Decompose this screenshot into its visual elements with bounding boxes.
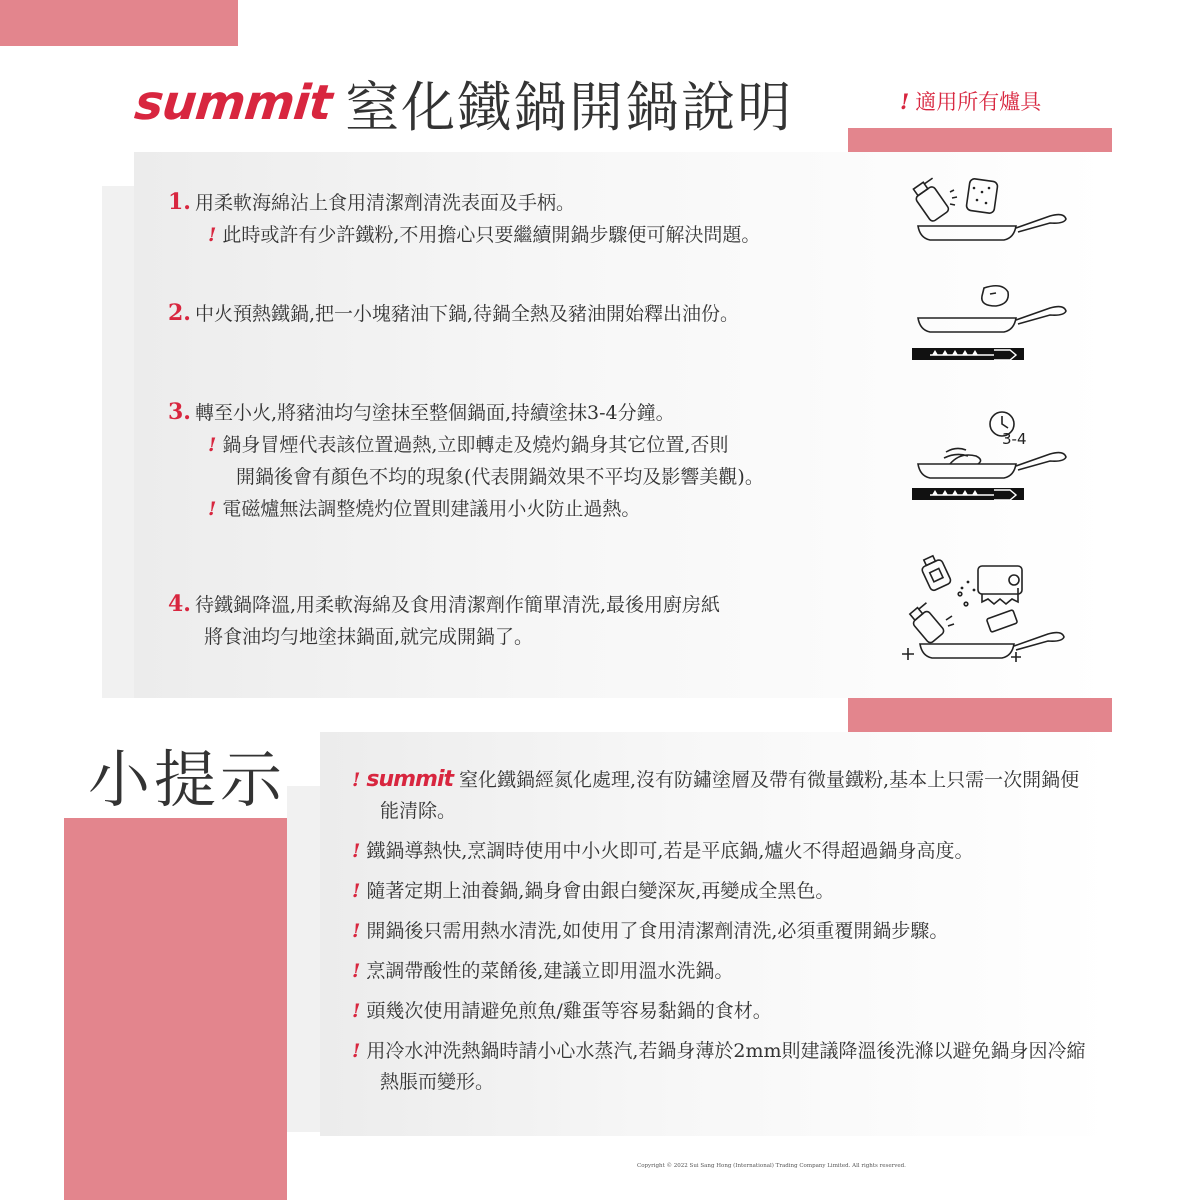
timer-label: 3-4 xyxy=(1002,430,1027,448)
exclamation-icon: ! xyxy=(900,89,910,114)
sponge-icon xyxy=(986,610,1017,633)
step-number: 1. xyxy=(168,189,191,215)
cleaning-illustration xyxy=(898,176,1078,251)
tip-text: 窒化鐵鍋經氮化處理,沒有防鏽塗層及帶有微量鐵粉,基本上只需一次開鍋便能清除。 xyxy=(380,769,1080,822)
spray-bottle-icon xyxy=(907,601,949,644)
motion-lines-icon xyxy=(944,448,968,458)
note-text: 電磁爐無法調整燒灼位置則建議用小火防止過熱。 xyxy=(222,498,641,520)
step-text: 待鐵鍋降溫,用柔軟海綿及食用清潔劑作簡單清洗,最後用廚房紙 xyxy=(194,594,721,616)
gas-stove-icon xyxy=(912,488,1024,500)
tip-item xyxy=(352,764,1092,827)
applies-all-stoves xyxy=(900,86,1041,116)
preheat-illustration xyxy=(898,280,1078,365)
tip-text: 用冷水沖洗熱鍋時請小心水蒸汽,若鍋身薄於2mm則建議降溫後洗滌以避免鍋身因冷縮熱脹而變形。 xyxy=(366,1040,1086,1093)
step-1 xyxy=(168,186,868,251)
step-text: 轉至小火,將豬油均勻塗抹至整個鍋面,持續塗抹3-4分鐘。 xyxy=(194,402,675,424)
exclamation-icon: ! xyxy=(352,920,361,942)
tip-text: 烹調帶酸性的菜餚後,建議立即用溫水洗鍋。 xyxy=(366,960,734,982)
step-4 xyxy=(168,588,868,653)
paper-towel-icon xyxy=(978,566,1022,604)
sparkle-icon xyxy=(902,648,1021,662)
brand-logo: summit xyxy=(132,75,335,131)
tip-item xyxy=(352,956,1092,987)
note-text-continued: 開鍋後會有顏色不均的現象(代表開鍋效果不平均及影響美觀)。 xyxy=(236,466,764,488)
exclamation-icon: ! xyxy=(352,880,361,902)
deco-bar-top-left xyxy=(0,0,238,46)
gas-stove-icon xyxy=(912,348,1024,360)
frying-pan-icon xyxy=(918,215,1066,240)
tips-list xyxy=(352,764,1092,1107)
spray-mist-icon xyxy=(950,190,957,205)
tip-text: 開鍋後只需用熱水清洗,如使用了食用清潔劑清洗,必須重覆開鍋步驟。 xyxy=(366,920,949,942)
brand-logo: summit xyxy=(366,767,454,792)
step-note xyxy=(168,429,868,461)
sponge-icon xyxy=(966,178,998,214)
step-text-continued: 將食油均勻地塗抹鍋面,就完成開鍋了。 xyxy=(204,626,534,648)
spray-bottle-icon xyxy=(910,177,953,223)
tip-text: 頭幾次使用請避免煎魚/雞蛋等容易黏鍋的食材。 xyxy=(366,1000,772,1022)
lard-icon xyxy=(982,286,1008,306)
deco-bar-header-right xyxy=(848,128,1112,152)
deco-bar-mid-right xyxy=(848,698,1112,732)
step-3 xyxy=(168,396,868,525)
header xyxy=(132,68,794,139)
tip-text: 鐵鍋導熱快,烹調時使用中小火即可,若是平底鍋,爐火不得超過鍋身高度。 xyxy=(366,840,974,862)
tip-item xyxy=(352,996,1092,1027)
tip-item xyxy=(352,876,1092,907)
deco-block-bottom-left xyxy=(64,818,287,1200)
note-text: 鍋身冒煙代表該位置過熱,立即轉走及燒灼鍋身其它位置,否則 xyxy=(222,434,729,456)
step-number: 2. xyxy=(168,300,191,326)
tip-item xyxy=(352,1036,1092,1098)
copyright-footer: Copyright © 2022 Sui Sang Hong (International) Trading Company Limited. All rights reserved. xyxy=(637,1163,906,1169)
step-number: 3. xyxy=(168,399,191,425)
step-note xyxy=(168,493,868,525)
spray-mist-icon xyxy=(946,616,954,626)
exclamation-icon: ! xyxy=(208,224,217,246)
step-note xyxy=(168,219,868,251)
step-number: 4. xyxy=(168,591,191,617)
exclamation-icon: ! xyxy=(352,1000,361,1022)
tip-item xyxy=(352,916,1092,947)
frying-pan-icon xyxy=(920,633,1064,658)
page-title: 窒化鐵鍋開鍋說明 xyxy=(345,75,794,139)
exclamation-icon: ! xyxy=(352,960,361,982)
exclamation-icon: ! xyxy=(352,769,361,791)
note-text: 此時或許有少許鐵粉,不用擔心只要繼續開鍋步驟便可解決問題。 xyxy=(222,224,761,246)
tip-text: 隨著定期上油養鍋,鍋身會由銀白變深灰,再變成全黑色。 xyxy=(366,880,835,902)
tips-title: 小提示 xyxy=(88,743,287,816)
tip-item xyxy=(352,836,1092,867)
spread-oil-illustration xyxy=(898,408,1078,503)
step-2 xyxy=(168,297,868,330)
exclamation-icon: ! xyxy=(352,840,361,862)
frying-pan-icon xyxy=(918,453,1066,478)
frying-pan-icon xyxy=(918,307,1066,332)
exclamation-icon: ! xyxy=(208,498,217,520)
exclamation-icon: ! xyxy=(352,1040,361,1062)
exclamation-icon: ! xyxy=(208,434,217,456)
applies-text: 適用所有爐具 xyxy=(915,90,1042,114)
finish-illustration xyxy=(896,552,1076,672)
step-text: 中火預熱鐵鍋,把一小塊豬油下鍋,待鍋全熱及豬油開始釋出油份。 xyxy=(194,303,740,325)
step-text: 用柔軟海綿沾上食用清潔劑清洗表面及手柄。 xyxy=(194,192,575,214)
oil-bottle-icon xyxy=(918,553,951,591)
